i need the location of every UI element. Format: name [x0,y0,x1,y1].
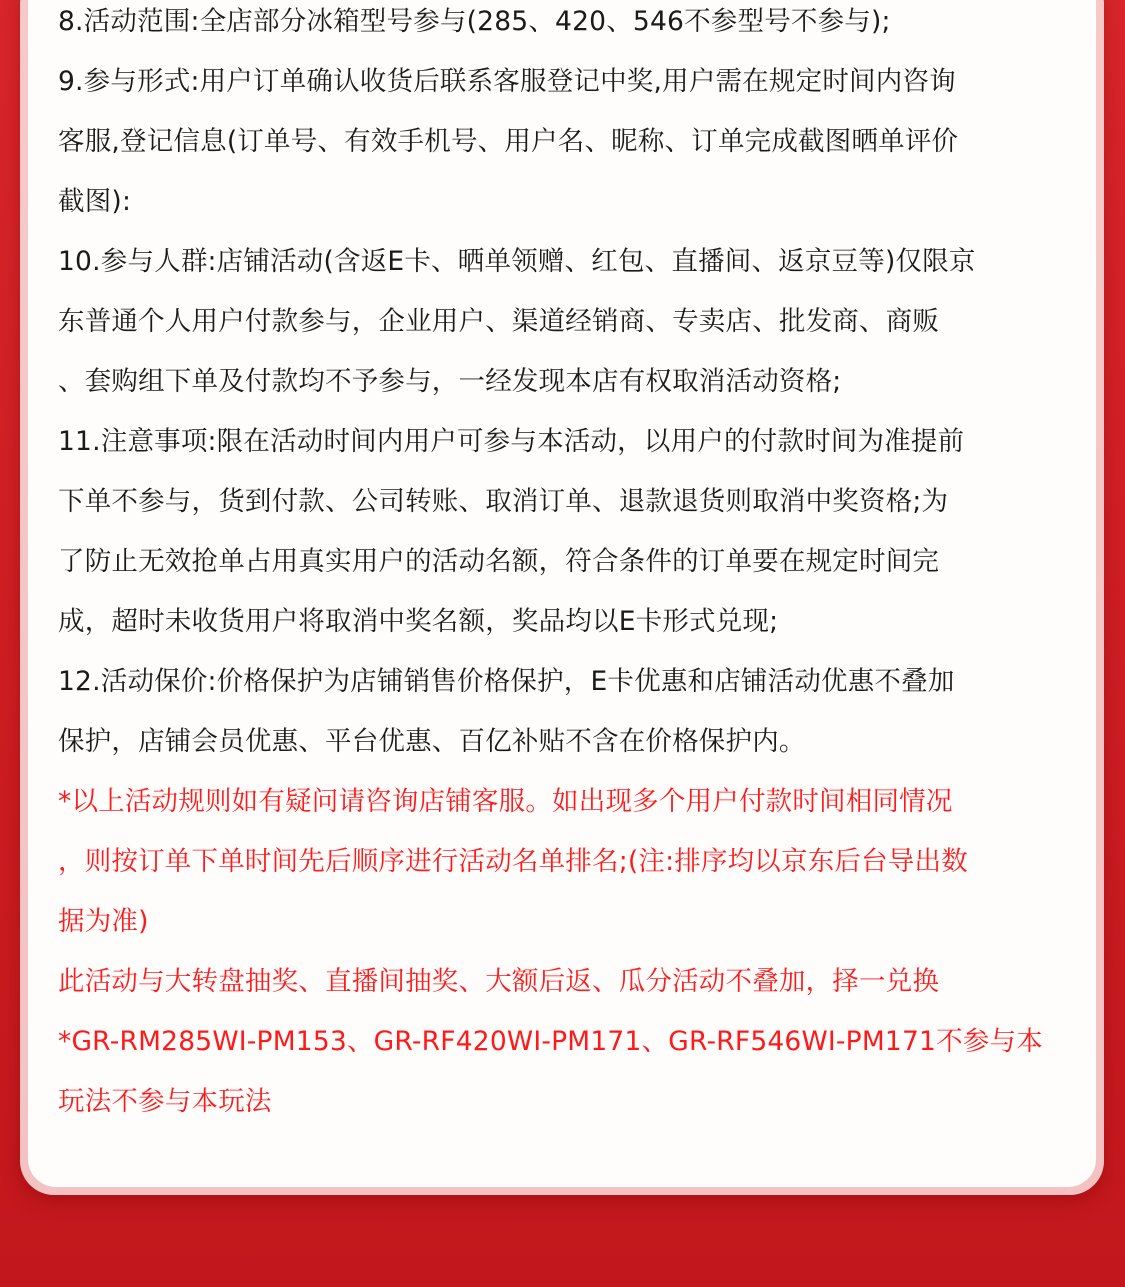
rule-line: 10.参与人群:店铺活动(含返E卡、晒单领赠、红包、直播间、返京豆等)仅限京 [58,246,976,277]
rule-line: 8.活动范围:全店部分冰箱型号参与(285、420、546不参型号不参与); [58,6,891,37]
rules-card-frame [20,0,1104,1195]
rule-line: 截图): [58,186,132,217]
rules-text-block [58,0,1088,1132]
red-notice-line: 玩法不参与本玩法 [58,1086,272,1117]
rule-line: 保护，店铺会员优惠、平台优惠、百亿补贴不含在价格保护内。 [58,726,806,757]
red-notice-line: *以上活动规则如有疑问请咨询店铺客服。如出现多个用户付款时间相同情况 [58,786,953,817]
rule-line: 下单不参与，货到付款、公司转账、取消订单、退款退货则取消中奖资格;为 [58,486,949,517]
rule-line: 、套购组下单及付款均不予参与，一经发现本店有权取消活动资格; [58,366,842,397]
rule-line: 客服,登记信息(订单号、有效手机号、用户名、昵称、订单完成截图晒单评价 [58,126,959,157]
rule-line: 12.活动保价:价格保护为店铺销售价格保护，E卡优惠和店铺活动优惠不叠加 [58,666,955,697]
red-notice-line: ，则按订单下单时间先后顺序进行活动名单排名;(注:排序均以京东后台导出数 [58,846,968,877]
rule-line: 成，超时未收货用户将取消中奖名额，奖品均以E卡形式兑现; [58,606,779,637]
red-notice-line: *GR-RM285WI-PM153、GR-RF420WI-PM171、GR-RF546WI-PM171不参与本 [58,1026,1043,1057]
rules-card [28,0,1096,1187]
rule-line: 9.参与形式:用户订单确认收货后联系客服登记中奖,用户需在规定时间内咨询 [58,66,956,97]
rule-line: 11.注意事项:限在活动时间内用户可参与本活动，以用户的付款时间为准提前 [58,426,965,457]
rule-line: 了防止无效抢单占用真实用户的活动名额，符合条件的订单要在规定时间完 [58,546,940,577]
red-notice-line: 据为准) [58,906,149,937]
red-notice-line: 此活动与大转盘抽奖、直播间抽奖、大额后返、瓜分活动不叠加，择一兑换 [58,966,940,997]
rule-line: 东普通个人用户付款参与，企业用户、渠道经销商、专卖店、批发商、商贩 [58,306,940,337]
